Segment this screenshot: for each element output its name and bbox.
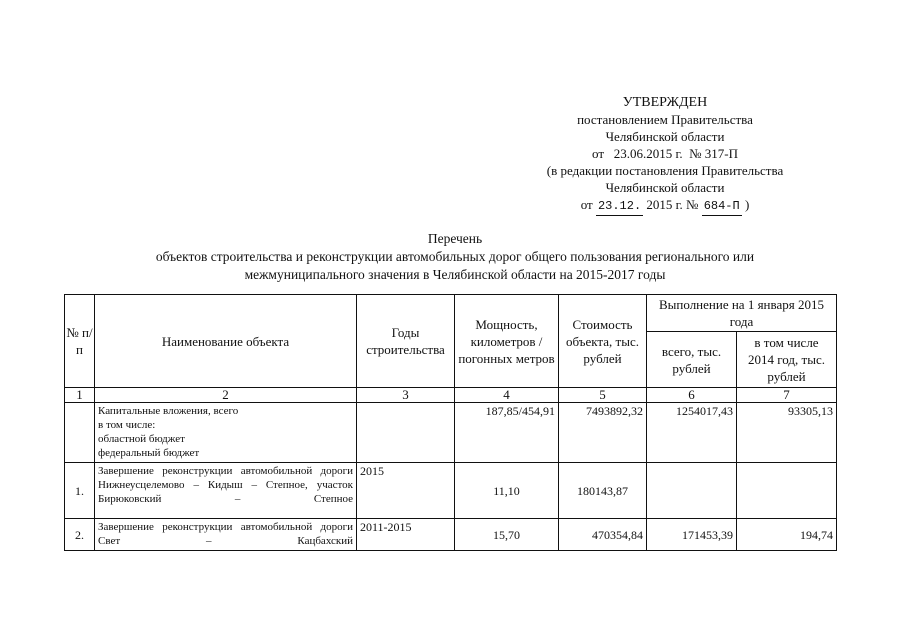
approval-line-4: (в редакции постановления Правительства bbox=[546, 163, 784, 178]
col-number: 6 bbox=[647, 388, 737, 403]
approval-line-5: Челябинской области bbox=[605, 180, 725, 195]
approval-stamp bbox=[500, 94, 830, 216]
col-number: 1 bbox=[65, 388, 95, 403]
header-done-2014: в том числе 2014 год, тыс. рублей bbox=[737, 332, 837, 388]
row-name bbox=[95, 403, 357, 463]
row-cost: 7493892,32 bbox=[559, 403, 647, 463]
approval-line-2: Челябинской области bbox=[605, 129, 725, 144]
row-capacity: 11,10 bbox=[455, 463, 559, 519]
header-years: Годы строительства bbox=[357, 295, 455, 388]
approval-line-6-mid: 2015 г. № bbox=[646, 197, 699, 212]
row-done-total bbox=[647, 463, 737, 519]
column-numbers-row bbox=[65, 388, 837, 403]
row-done-2014: 194,74 bbox=[737, 519, 837, 551]
row-done-total: 171453,39 bbox=[647, 519, 737, 551]
approval-line-3: от 23.06.2015 г. № 317-П bbox=[592, 146, 738, 161]
row-num bbox=[65, 403, 95, 463]
row-name: Завершение реконструкции автомобильной дороги Нижнеусцелемово – Кидыш – Степное, участок Бирюковский – Степное bbox=[95, 463, 357, 519]
header-done-group: Выполнение на 1 января 2015 года bbox=[647, 295, 837, 332]
header-done-total: всего, тыс. рублей bbox=[647, 332, 737, 388]
row-years bbox=[357, 403, 455, 463]
approval-line-6-suffix: ) bbox=[744, 197, 750, 212]
row-capacity: 187,85/454,91 bbox=[455, 403, 559, 463]
row-num: 2. bbox=[65, 519, 95, 551]
table-row bbox=[65, 463, 837, 519]
list-subtitle-2: межмуниципального значения в Челябинской области на 2015-2017 годы bbox=[244, 267, 666, 282]
col-number: 3 bbox=[357, 388, 455, 403]
header-capacity: Мощность, километров / погонных метров bbox=[455, 295, 559, 388]
approval-line-1: постановлением Правительства bbox=[577, 112, 753, 127]
row-name: Завершение реконструкции автомобильной дороги Свет – Кацбахский bbox=[95, 519, 357, 551]
objects-table bbox=[64, 294, 837, 551]
header-row-1 bbox=[65, 295, 837, 332]
list-title: Перечень bbox=[427, 231, 483, 246]
col-number: 5 bbox=[559, 388, 647, 403]
row-done-total: 1254017,43 bbox=[647, 403, 737, 463]
row-capacity: 15,70 bbox=[455, 519, 559, 551]
approval-line-6 bbox=[500, 196, 830, 216]
row-done-2014: 93305,13 bbox=[737, 403, 837, 463]
row-cost: 180143,87 bbox=[559, 463, 647, 519]
col-number: 4 bbox=[455, 388, 559, 403]
table-row bbox=[65, 403, 837, 463]
approval-date-handwritten: 23.12. bbox=[596, 198, 643, 216]
header-num: № п/п bbox=[65, 295, 95, 388]
header-cost: Стоимость объекта, тыс. рублей bbox=[559, 295, 647, 388]
row-name-line: областной бюджет bbox=[98, 433, 185, 445]
table-row bbox=[65, 519, 837, 551]
row-name-line: федеральный бюджет bbox=[98, 447, 200, 459]
col-number: 2 bbox=[95, 388, 357, 403]
approval-heading: УТВЕРЖДЕН bbox=[622, 95, 708, 110]
row-name-line: Капитальные вложения, всего bbox=[98, 405, 239, 417]
list-subtitle-1: объектов строительства и реконструкции автомобильных дорог общего пользования регионального или bbox=[155, 249, 755, 264]
approval-number-handwritten: 684-П bbox=[702, 198, 742, 216]
header-name: Наименование объекта bbox=[95, 295, 357, 388]
approval-line-6-prefix: от bbox=[580, 197, 593, 212]
row-years: 2011-2015 bbox=[357, 519, 455, 551]
row-name-line: в том числе: bbox=[98, 419, 156, 431]
row-done-2014 bbox=[737, 463, 837, 519]
row-years: 2015 bbox=[357, 463, 455, 519]
row-cost: 470354,84 bbox=[559, 519, 647, 551]
row-num: 1. bbox=[65, 463, 95, 519]
col-number: 7 bbox=[737, 388, 837, 403]
